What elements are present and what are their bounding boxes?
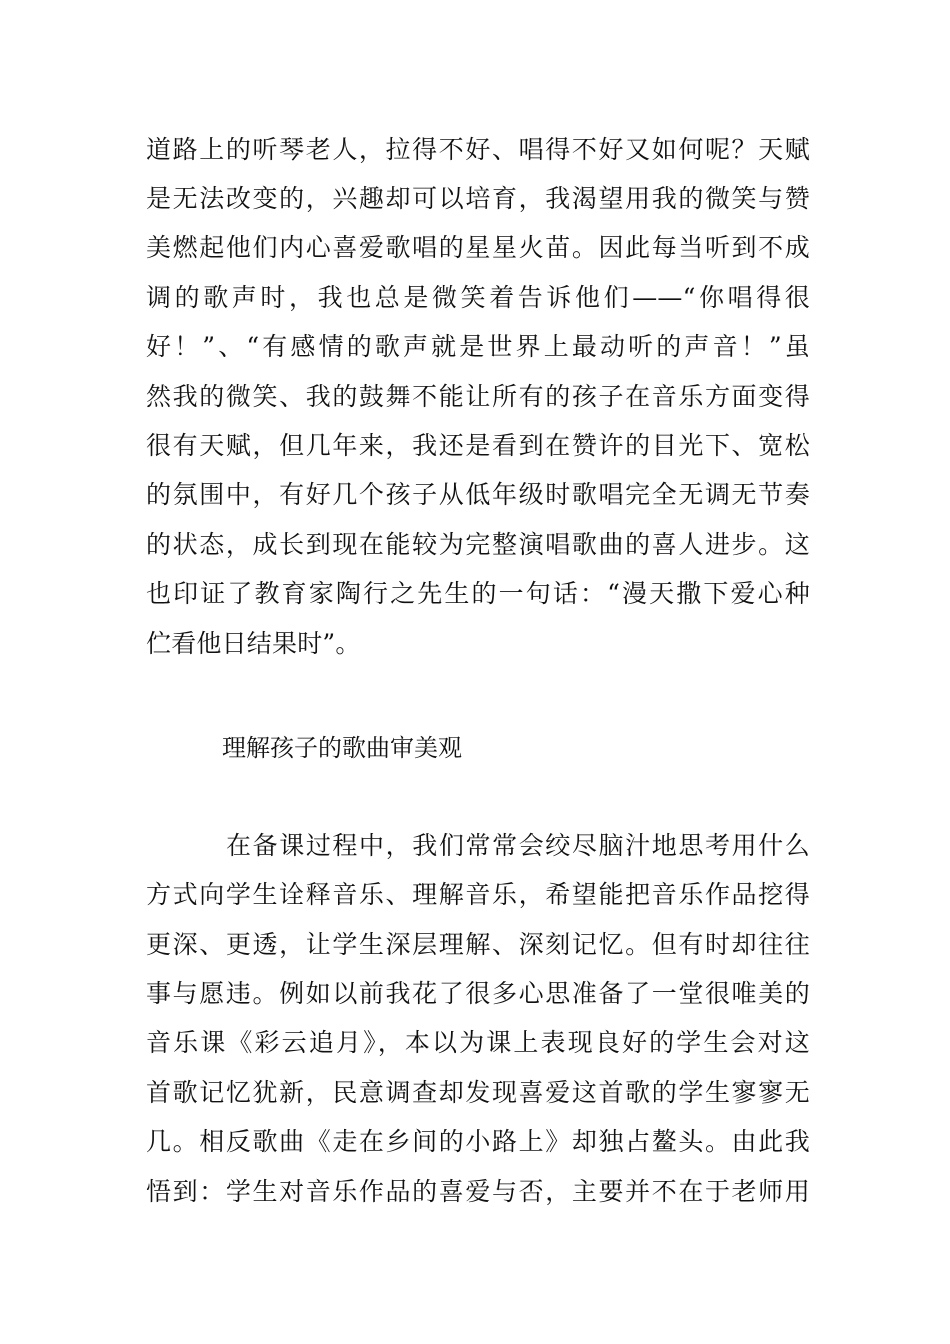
paragraph-line: 美燃起他们内心喜爱歌唱的星星火苗。因此每当听到不成 bbox=[146, 233, 810, 262]
paragraph-line: 音乐课《彩云追月》，本以为课上表现良好的学生会对这 bbox=[146, 1028, 810, 1057]
paragraph-line: 事与愿违。例如以前我花了很多心思准备了一堂很唯美的 bbox=[146, 979, 810, 1008]
paragraph-line: 悟到：学生对音乐作品的喜爱与否，主要并不在于老师用 bbox=[146, 1177, 810, 1206]
paragraph-line: 然我的微笑、我的鼓舞不能让所有的孩子在音乐方面变得 bbox=[146, 382, 810, 411]
paragraph-line: 好！”、“有感情的歌声就是世界上最动听的声音！”虽 bbox=[146, 332, 810, 361]
section-heading: 理解孩子的歌曲审美观 bbox=[222, 734, 462, 762]
paragraph-line: 首歌记忆犹新，民意调查却发现喜爱这首歌的学生寥寥无 bbox=[146, 1078, 810, 1107]
paragraph-line: 伫看他日结果时”。 bbox=[146, 629, 361, 658]
paragraph-line: 在备课过程中，我们常常会绞尽脑汁地思考用什么 bbox=[226, 831, 810, 860]
paragraph-line: 道路上的听琴老人，拉得不好、唱得不好又如何呢？天赋 bbox=[146, 135, 810, 164]
paragraph-line: 的氛围中，有好几个孩子从低年级时歌唱完全无调无节奏 bbox=[146, 480, 810, 509]
paragraph-line: 的状态，成长到现在能较为完整演唱歌曲的喜人进步。这 bbox=[146, 530, 810, 559]
paragraph-line: 调的歌声时，我也总是微笑着告诉他们——“你唱得很 bbox=[146, 283, 810, 312]
paragraph-line: 很有天赋，但几年来，我还是看到在赞许的目光下、宽松 bbox=[146, 431, 810, 460]
paragraph-line: 是无法改变的，兴趣却可以培育，我渴望用我的微笑与赞 bbox=[146, 184, 810, 213]
paragraph-line: 几。相反歌曲《走在乡间的小路上》却独占鳌头。由此我 bbox=[146, 1127, 810, 1156]
paragraph-line: 也印证了教育家陶行之先生的一句话：“漫天撒下爱心种 bbox=[146, 579, 810, 608]
paragraph-line: 方式向学生诠释音乐、理解音乐，希望能把音乐作品挖得 bbox=[146, 880, 810, 909]
paragraph-line: 更深、更透，让学生深层理解、深刻记忆。但有时却往往 bbox=[146, 930, 810, 959]
